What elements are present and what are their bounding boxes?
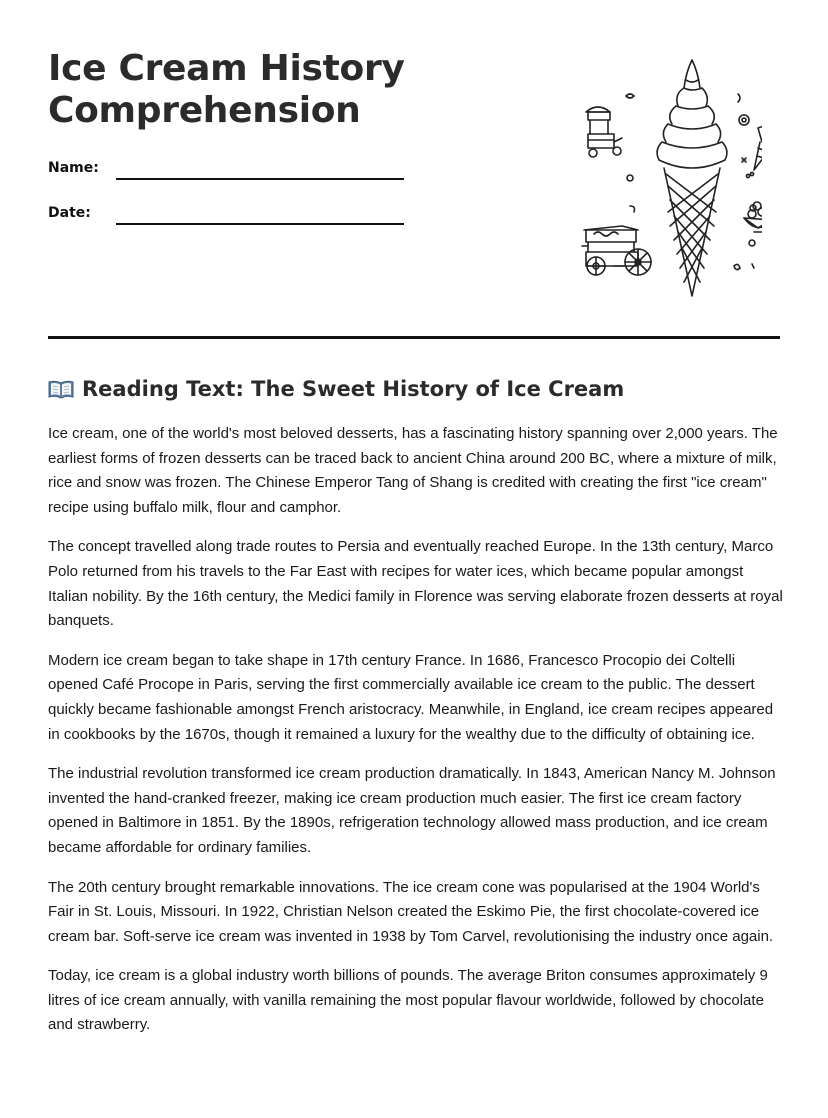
worksheet-header bbox=[48, 0, 780, 340]
reading-heading-text: Reading Text: The Sweet History of Ice Cream bbox=[82, 377, 625, 401]
reading-paragraph-4: The industrial revolution transformed ice cream production dramatically. In 1843, American Nancy M. Johnson invented the hand-cranked freezer, making ice cream production much easier. The first ice cream factory opened in Baltimore in 1851. By the 1890s, refrigeration technology allowed mass production, and ice cream became affordable for ordinary families. bbox=[48, 765, 776, 856]
title-line-1: Ice Cream History bbox=[48, 48, 405, 89]
ice-cream-cone-icon bbox=[657, 60, 727, 296]
date-line[interactable] bbox=[116, 223, 404, 225]
name-label: Name: bbox=[48, 160, 99, 176]
name-line[interactable] bbox=[116, 178, 404, 180]
ice-cream-cart-large-icon bbox=[582, 226, 651, 275]
date-field[interactable] bbox=[48, 203, 404, 227]
worksheet-page bbox=[48, 0, 783, 1118]
reading-paragraph-3: Modern ice cream began to take shape in 17th century France. In 1686, Francesco Procopio dei Coltelli opened Café Procope in Paris, serving the first commercially available ice cream to the public. The dessert quickly became fashionable amongst French aristocracy. Meanwhile, in England, ice cream recipes appeared in cookbooks by the 1670s, though it remained a luxury for the wealthy due to the difficulty of obtaining ice. bbox=[48, 651, 774, 743]
reading-paragraph-6: Today, ice cream is a global industry worth billions of pounds. The average Briton consumes approximately 9 litres of ice cream annually, with vanilla remaining the most popular flavour worldwide, followed by chocolate and strawberry. bbox=[48, 967, 768, 1034]
reading-text bbox=[48, 422, 786, 1053]
sprinkles-decoration bbox=[626, 94, 762, 270]
reading-paragraph-5: The 20th century brought remarkable innovations. The ice cream cone was popularised at the 1904 World's Fair in St. Louis, Missouri. In 1922, Christian Nelson created the Eskimo Pie, the first chocolate-covered ice cream bar. Soft-serve ice cream was invented in 1938 by Tom Carvel, revolutionising the industry once again. bbox=[48, 878, 774, 945]
ice-cream-cone-and-carts-illustration bbox=[526, 50, 762, 306]
date-label: Date: bbox=[48, 205, 91, 221]
reading-section-heading bbox=[48, 374, 624, 407]
sundae-cup-icon bbox=[744, 196, 762, 232]
open-book-icon bbox=[48, 377, 74, 407]
reading-paragraph-2: The concept travelled along trade routes to Persia and eventually reached Europe. In the 13th century, Marco Polo returned from his travels to the Far East with recipes for water ices, which became popular amongst Italian nobility. By the 16th century, the Medici family in Florence was serving elaborate frozen desserts at royal banquets. bbox=[48, 538, 783, 630]
name-field[interactable] bbox=[48, 158, 404, 182]
worksheet-title bbox=[48, 48, 488, 132]
reading-paragraph-1: Ice cream, one of the world's most beloved desserts, has a fascinating history spanning over 2,000 years. The earliest forms of frozen desserts can be traced back to ancient China around 200 BC, where a mixture of milk, rice and snow was frozen. The Chinese Emperor Tang of Shang is credited with creating the first "ice cream" recipe using buffalo milk, flour and camphor. bbox=[48, 425, 778, 516]
ice-cream-cart-small-icon bbox=[586, 107, 622, 157]
section-divider bbox=[48, 336, 780, 339]
title-line-2: Comprehension bbox=[48, 90, 361, 131]
